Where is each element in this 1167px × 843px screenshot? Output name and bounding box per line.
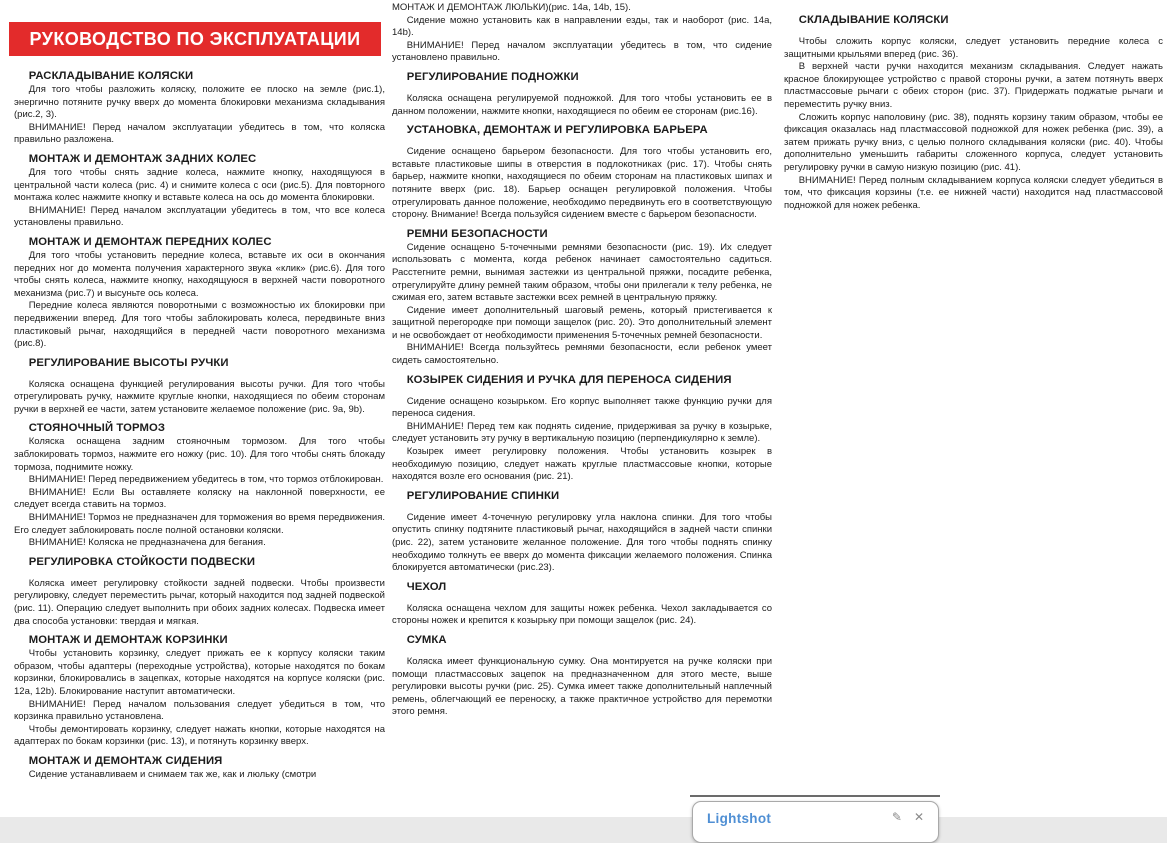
paragraph: Коляска оснащена регулируемой подножкой. Для того чтобы установить ее в данном положении, нажмите кнопки, находящиеся по обеим ее сторонам (рис.16). <box>392 92 772 117</box>
paragraph: Коляска оснащена задним стояночным тормозом. Для того чтобы заблокировать тормоз, нажмите его ножку (рис. 10). Для того чтобы снять блокаду тормоза, поднимите ножку. <box>14 436 385 473</box>
section-heading: МОНТАЖ И ДЕМОНТАЖ КОРЗИНКИ <box>28 634 228 647</box>
paragraph: ВНИМАНИЕ! Перед полным складыванием корпуса коляски следует убедиться в том, что фиксация корзины (т.е. ее нижней части) находится над пластмассовой подножкой для ножек ребенка. <box>784 174 1163 211</box>
section-heading: СУМКА <box>406 633 447 646</box>
section-heading: РЕГУЛИРОВАНИЕ ПОДНОЖКИ <box>406 70 579 83</box>
paragraph: Сидение оснащено барьером безопасности. Для того чтобы установить его, вставьте пластиковые шипы в отверстия в подлокотниках (рис. 17). Чтобы снять барьер, нажмите кнопки, находящиеся по обеим сторонам на пластиковых шипах и потяните вверх (рис. 18). Барьер оснащен регулировкой положения. Чтобы отрегулировать данное положение, необходимо передвинуть его в соответствующую сторону. Внимание! Всегда пользуйся сидением вместе с барьером безопасности. <box>392 146 772 221</box>
section-heading: КОЗЫРЕК СИДЕНИЯ И РУЧКА ДЛЯ ПЕРЕНОСА СИДЕНИЯ <box>406 373 732 386</box>
text-column-1 <box>14 64 385 782</box>
screenshot-selection-edge <box>690 795 940 797</box>
paragraph: Для того чтобы разложить коляску, положите ее плоско на земле (рис.1), энергично потяните ручку вверх до момента блокировки механизма складывания (рис.2, 3). <box>14 84 385 121</box>
paragraph: Сидение имеет 4-точечную регулировку угла наклона спинки. Для того чтобы опустить спинку подтяните пластиковый рычаг, находящийся в задней части спинки (рис. 22), затем установите желанное положение. Для того чтобы поднять спинку необходимо толкнуть ее вверх до момента фиксации желаемого положения. Спинка блокируется автоматически (рис.23). <box>392 511 772 574</box>
paragraph: Сидение оснащено 5-точечными ремнями безопасности (рис. 19). Их следует использовать с момента, когда ребенок начинает самостоятельно садиться. Расстегните ремни, вынимая застежки из центральной пряжки, посадите ребенка, отрегулируйте длину ремней таким образом, чтобы они прилегали к телу ребенка, не сжимая его, затем вставьте застежки всех ремней в центральную пряжку. <box>392 241 772 304</box>
section-heading: МОНТАЖ И ДЕМОНТАЖ ПЕРЕДНИХ КОЛЕС <box>28 235 272 248</box>
section-heading: РАСКЛАДЫВАНИЕ КОЛЯСКИ <box>28 70 194 82</box>
paragraph: ВНИМАНИЕ! Перед началом эксплуатации убедитесь в том, что сидение установлено правильно. <box>392 39 772 64</box>
section-heading: СКЛАДЫВАНИЕ КОЛЯСКИ <box>798 14 949 26</box>
section-heading: ЧЕХОЛ <box>406 580 447 593</box>
paragraph: Козырек имеет регулировку положения. Чтобы установить козырек в необходимую позицию, следует нажать круглые пластмассовые кнопки, которые находятся возле его основания (рис. 21). <box>392 446 772 483</box>
paragraph: ВНИМАНИЕ! Коляска не предназначена для бегания. <box>28 537 266 549</box>
paragraph: ВНИМАНИЕ! Перед передвижением убедитесь в том, что тормоз отблокирован. <box>28 474 384 486</box>
paragraph: Чтобы сложить корпус коляски, следует установить передние колеса с защитными крыльями вперед (рис. 36). <box>784 36 1163 60</box>
section-heading: СТОЯНОЧНЫЙ ТОРМОЗ <box>28 422 166 435</box>
paragraph: Чтобы установить корзинку, следует прижать ее к корпусу коляски таким образом, чтобы адаптеры (переходные устройства), которые находятся по бокам корзинки, блокировались в зацепках, которые находятся на корпусе коляски (рис. 12a, 12b). Блокирование наступит автоматически. <box>14 648 385 697</box>
paragraph: Сидение устанавливаем и снимаем так же, как и люльку (смотри <box>28 768 317 780</box>
paragraph: ВНИМАНИЕ! Тормоз не предназначен для торможения во время передвижения. Его следует заблокировать после полной остановки коляски. <box>14 512 385 536</box>
feather-icon[interactable]: ✎ <box>891 810 902 824</box>
paragraph: Для того чтобы снять задние колеса, нажмите кнопку, находящуюся в центральной части колеса (рис. 4) и снимите колеса с оси (рис.5). Для повторного монтажа колес нажмите кнопку и вставьте колеса на ось до момента блокировки. <box>14 166 385 204</box>
section-heading: МОНТАЖ И ДЕМОНТАЖ СИДЕНИЯ <box>28 754 223 767</box>
paragraph: Сидение можно установить как в направлении езды, так и наоборот (рис. 14a, 14b). <box>392 14 772 39</box>
widget-actions <box>892 811 924 823</box>
paragraph: ВНИМАНИЕ! Перед началом пользования следует убедиться в том, что корзинка правильно установлена. <box>14 698 385 723</box>
paragraph: Сидение оснащено козырьком. Его корпус выполняет также функцию ручки для переноса сидения. <box>392 395 772 420</box>
paragraph: ВНИМАНИЕ! Перед началом эксплуатации убедитесь в том, что коляска правильно разложена. <box>14 121 385 146</box>
paragraph: Сложить корпус наполовину (рис. 38), поднять корзину таким образом, чтобы ее фиксация оказалась над пластмассовой подножкой для ножек ребенка (рис. 39), а затем прижать ручку вниз, с целью полного складывания коляски (рис. 40). Чтобы дополнительно уменьшить габариты сложенного корпуса, следует установить регулировку ручки в самую низкую позицию (рис. 41). <box>784 111 1163 173</box>
close-icon[interactable]: ✕ <box>913 810 924 824</box>
lightshot-widget <box>692 801 939 843</box>
paragraph: Коляска оснащена функцией регулирования высоты ручки. Для того чтобы отрегулировать ручку, нажмите круглые кнопки, находящиеся по обеим сторонам ручки в верхней ее части, затем установите желаемое положение (рис. 9a, 9b). <box>14 378 385 415</box>
lightshot-brand-link[interactable]: Lightshot <box>707 811 772 826</box>
text-column-3 <box>784 8 1163 212</box>
section-heading: МОНТАЖ И ДЕМОНТАЖ ЗАДНИХ КОЛЕС <box>28 152 257 165</box>
paragraph: ВНИМАНИЕ! Всегда пользуйтесь ремнями безопасности, если ребенок умеет сидеть самостоятельно. <box>392 342 772 367</box>
paragraph: Коляска имеет функциональную сумку. Она монтируется на ручке коляски при помощи пластмассовых зацепок на предназначенном для этого месте, выше регулировки высоты ручки (рис. 25). Сумка имеет также дополнительный наплечный ремень, облегчающий ее переноску, а также практичное устройство для перемотки этого ремня. <box>392 655 772 718</box>
paragraph: В верхней части ручки находится механизм складывания. Следует нажать красное блокирующее устройство с правой стороны ручки, а затем потянуть вверх пластмассовые рычаги с обеих сторон (рис. 37). Придержать поджатые рычаги и переместить ручку вниз. <box>784 61 1163 110</box>
paragraph: Коляска оснащена чехлом для защиты ножек ребенка. Чехол закладывается со стороны ножек и крепится к козырьку при помощи защелок (рис. 24). <box>392 602 772 627</box>
manual-title-banner: РУКОВОДСТВО ПО ЭКСПЛУАТАЦИИ <box>9 22 381 56</box>
paragraph: Чтобы демонтировать корзинку, следует нажать кнопки, которые находятся на адаптерах по бокам корзинки (рис. 13), и потянуть корзинку вверх. <box>14 723 385 748</box>
section-heading: РЕГУЛИРОВАНИЕ СПИНКИ <box>406 489 560 502</box>
section-heading: УСТАНОВКА, ДЕМОНТАЖ И РЕГУЛИРОВКА БАРЬЕРА <box>406 124 708 137</box>
paragraph: ВНИМАНИЕ! Перед тем как поднять сидение, придерживая за ручку в козырьке, следует установить эту ручку в вертикальную позицию (перпендикулярно к земле). <box>392 420 772 445</box>
paragraph: ВНИМАНИЕ! Если Вы оставляете коляску на наклонной поверхности, ее следует всегда ставить на тормоз. <box>14 486 385 511</box>
paragraph: ВНИМАНИЕ! Перед началом эксплуатации убедитесь в том, что все колеса установлены правильно. <box>14 204 385 229</box>
section-heading: РЕГУЛИРОВАНИЕ ВЫСОТЫ РУЧКИ <box>28 356 229 369</box>
text-column-2 <box>392 2 772 719</box>
paragraph: Коляска имеет регулировку стойкости задней подвески. Чтобы произвести регулировку, следует переместить рычаг, который находится под задней подвеской (рис. 11). Операцию следует выполнить при обоих задних колесах. Подвеска имеет два способа установки: твердая и мягкая. <box>14 577 385 627</box>
paragraph: Для того чтобы установить передние колеса, вставьте их оси в окончания передних ног до момента получения характерного звука «клик» (рис.6). Для того чтобы снять колеса, нажмите кнопку, находящуюся в верхней части поворотного механизма (рис.7) и высуньте ось колеса. <box>14 249 385 299</box>
paragraph: Сидение имеет дополнительный шаговый ремень, который пристегивается к защитной перегородке при помощи защелок (рис. 20). Это дополнительный элемент и не освобождает от необходимости применения 5-точечных ремней безопасности. <box>392 304 772 341</box>
paragraph: Передние колеса являются поворотными с возможностью их блокировки при передвижении вперед. Для того чтобы заблокировать колеса, передвиньте вниз пластиковый рычаг, находящийся в передней части поворотного механизма (рис.8). <box>14 300 385 350</box>
section-heading: РЕМНИ БЕЗОПАСНОСТИ <box>406 227 548 240</box>
section-heading: РЕГУЛИРОВКА СТОЙКОСТИ ПОДВЕСКИ <box>28 555 256 568</box>
paragraph: МОНТАЖ И ДЕМОНТАЖ ЛЮЛЬКИ)(рис. 14a, 14b, 15). <box>392 2 631 13</box>
